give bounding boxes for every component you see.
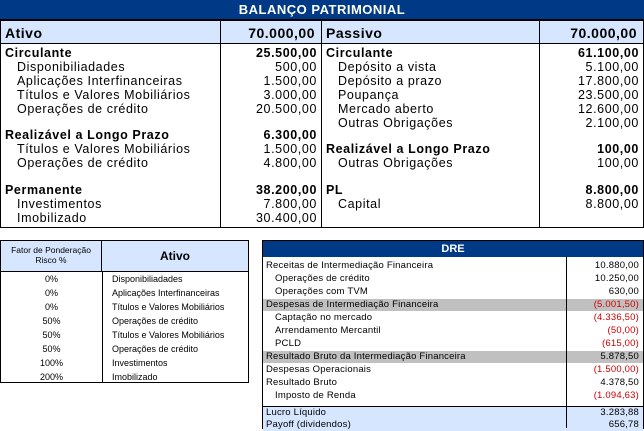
dre-row-value: 3.283,88 (600, 407, 639, 418)
dre-row-label: PCLD (275, 338, 302, 349)
ativo-row-value: 1.500,00 (263, 74, 317, 88)
ponderacao-pct: 0% (44, 302, 58, 312)
dre-row-label: Captação no mercado (275, 312, 373, 323)
ativo-row-value: 7.800,00 (263, 197, 317, 211)
ponderacao-ativo: Aplicações Interfinanceiras (112, 288, 220, 298)
ativo-row-value: 25.500,00 (255, 46, 317, 60)
passivo-row (322, 197, 643, 211)
passivo-row-label: Poupança (338, 88, 400, 102)
ativo-row (1, 211, 321, 225)
ativo-row-label: Operações de crédito (17, 156, 149, 170)
ponderacao-row (1, 342, 248, 356)
dre-row (263, 390, 643, 402)
ativo-row-label: Aplicações Interfinanceiras (17, 74, 183, 88)
dre-row-value: 4.378,50 (600, 377, 639, 388)
dre-row-value: (4.336,50) (593, 312, 639, 323)
ativo-row-label: Títulos e Valores Mobiliários (17, 142, 191, 156)
ativo-row-label: Circulante (5, 46, 73, 60)
ativo-column (0, 44, 322, 228)
ativo-row-value: 4.800,00 (263, 156, 317, 170)
dre-row-value: (615,00) (602, 338, 639, 349)
passivo-row (322, 74, 643, 88)
passivo-header-label: Passivo (326, 25, 383, 41)
ponderacao-row (1, 272, 248, 286)
passivo-row-label: Outras Obrigações (338, 156, 454, 170)
ativo-row-value: 6.300,00 (263, 128, 317, 142)
dre-row-label: Imposto de Renda (275, 390, 356, 401)
passivo-header (321, 20, 644, 44)
passivo-row-value: 100,00 (597, 156, 639, 170)
passivo-header-divider (539, 20, 540, 44)
ponderacao-ativo: Operações de crédito (112, 316, 199, 326)
dre-row-label: Resultado Bruto da Intermediação Financeira (266, 351, 466, 362)
passivo-row (322, 116, 643, 130)
ponderacao-row (1, 370, 248, 384)
ativo-row-value: 38.200,00 (255, 183, 317, 197)
dre-row-label: Resultado Bruto (266, 377, 338, 388)
dre-row-label: Operações de crédito (275, 273, 370, 284)
passivo-row (322, 102, 643, 116)
ponderacao-ativo: Operações de crédito (112, 344, 199, 354)
ativo-row (1, 197, 321, 211)
dre-row-label: Operações com TVM (275, 286, 368, 297)
dre-row-label: Receitas de Intermediação Financeira (266, 260, 434, 271)
fator-header: Fator de Ponderação Risco % (1, 241, 102, 271)
ativo-row (1, 156, 321, 170)
ponderacao-ativo: Disponibiliadades (112, 274, 183, 284)
ponderacao-header (1, 241, 248, 272)
ativo-row (1, 128, 321, 142)
dre-row-value: 656,78 (608, 419, 639, 430)
ponderacao-row (1, 356, 248, 370)
ponderacao-ativo: Títulos e Valores Mobiliários (112, 330, 225, 340)
passivo-row (322, 60, 643, 74)
ativo-row (1, 46, 321, 60)
ativo-row-value: 30.400,00 (255, 211, 317, 225)
dre-row (263, 260, 643, 272)
passivo-row-value: 61.100,00 (577, 46, 639, 60)
dre-row (263, 351, 643, 363)
passivo-total: 70.000,00 (570, 25, 637, 41)
ponderacao-pct: 200% (39, 372, 64, 382)
dre-row (263, 338, 643, 350)
ativo-row-label: Investimentos (17, 197, 102, 211)
dre-row (263, 325, 643, 337)
ponderacao-row (1, 300, 248, 314)
ponderacao-ativo: Títulos e Valores Mobiliários (112, 302, 225, 312)
dre-row-value: 10.250,00 (594, 273, 639, 284)
ativo-row (1, 183, 321, 197)
ativo-col-header: Ativo (160, 249, 190, 263)
dre-row-label: Payoff (dividendos) (266, 419, 351, 430)
passivo-row-label: Outras Obrigações (338, 116, 454, 130)
passivo-row (322, 142, 643, 156)
dre-row (263, 299, 643, 311)
ativo-row-label: Títulos e Valores Mobiliários (17, 88, 191, 102)
ativo-row (1, 60, 321, 74)
dre-row-value: 5.878,50 (600, 351, 639, 362)
ponderacao-pct: 50% (42, 316, 61, 326)
dre-row-label: Despesas de Intermediação Financeira (266, 299, 439, 310)
passivo-column (321, 44, 644, 228)
ativo-row (1, 88, 321, 102)
dre-row-value: (50,00) (607, 325, 639, 336)
ponderacao-pct: 50% (42, 330, 61, 340)
ponderacao-pct: 0% (44, 288, 58, 298)
passivo-row-value: 5.100,00 (585, 60, 639, 74)
passivo-row (322, 183, 643, 197)
dre-divider (566, 257, 567, 428)
ativo-row-label: Imobilizado (17, 211, 87, 225)
dre-row (263, 364, 643, 376)
dre-row (263, 312, 643, 324)
passivo-row-value: 8.800,00 (585, 183, 639, 197)
passivo-row-label: PL (326, 183, 344, 197)
ponderacao-row (1, 314, 248, 328)
balanco-title: BALANÇO PATRIMONIAL (0, 0, 644, 20)
passivo-row-label: Mercado aberto (338, 102, 434, 116)
ativo-row (1, 74, 321, 88)
dre-row-label: Lucro Líquido (266, 407, 327, 418)
ponderacao-ativo: Investimentos (112, 358, 168, 368)
ativo-row-label: Disponibiliadades (17, 60, 126, 74)
passivo-row-label: Depósito a prazo (338, 74, 443, 88)
ativo-row-value: 20.500,00 (255, 102, 317, 116)
passivo-row-value: 2.100,00 (585, 116, 639, 130)
passivo-row-label: Capital (338, 197, 382, 211)
dre-row (263, 273, 643, 285)
ativo-row-label: Operações de crédito (17, 102, 149, 116)
passivo-row-value: 100,00 (597, 142, 639, 156)
passivo-row-label: Depósito a vista (338, 60, 437, 74)
passivo-row-value: 23.500,00 (577, 88, 639, 102)
dre-table (262, 240, 644, 429)
ativo-row-value: 3.000,00 (263, 88, 317, 102)
dre-row (263, 286, 643, 298)
dre-row-value: (1.500,00) (593, 364, 639, 375)
dre-row-value: 630,00 (608, 286, 639, 297)
ativo-row-value: 1.500,00 (263, 142, 317, 156)
ponderacao-pct: 100% (39, 358, 64, 368)
dre-row-value: (1.094,63) (593, 390, 639, 401)
ativo-row (1, 102, 321, 116)
ponderacao-pct: 50% (42, 344, 61, 354)
passivo-row-value: 17.800,00 (577, 74, 639, 88)
dre-row-label: Arrendamento Mercantil (275, 325, 381, 336)
ativo-header (0, 20, 322, 44)
passivo-row (322, 46, 643, 60)
passivo-row-value: 12.600,00 (577, 102, 639, 116)
dre-title: DRE (263, 241, 643, 257)
dre-row-value: (5.001,50) (593, 299, 639, 310)
dre-row-value: 10.880,00 (594, 260, 639, 271)
dre-row (263, 377, 643, 389)
ativo-header-divider (220, 20, 221, 44)
ativo-row-value: 500,00 (275, 60, 317, 74)
dre-row (263, 419, 643, 431)
dre-row-label: Despesas Operacionais (266, 364, 372, 375)
ativo-total: 70.000,00 (248, 25, 315, 41)
passivo-row-label: Circulante (326, 46, 394, 60)
ponderacao-ativo: Imobilizado (112, 372, 158, 382)
ativo-row-label: Realizável a Longo Prazo (5, 128, 170, 142)
ponderacao-row (1, 328, 248, 342)
passivo-row-label: Realizável a Longo Prazo (326, 142, 491, 156)
ativo-header-label: Ativo (5, 25, 43, 41)
ativo-row (1, 142, 321, 156)
ativo-row-label: Permanente (5, 183, 83, 197)
passivo-row-value: 8.800,00 (585, 197, 639, 211)
passivo-row (322, 88, 643, 102)
ponderacao-pct: 0% (44, 274, 58, 284)
passivo-row (322, 156, 643, 170)
ponderacao-table (0, 240, 249, 383)
ponderacao-row (1, 286, 248, 300)
dre-row (263, 406, 643, 419)
